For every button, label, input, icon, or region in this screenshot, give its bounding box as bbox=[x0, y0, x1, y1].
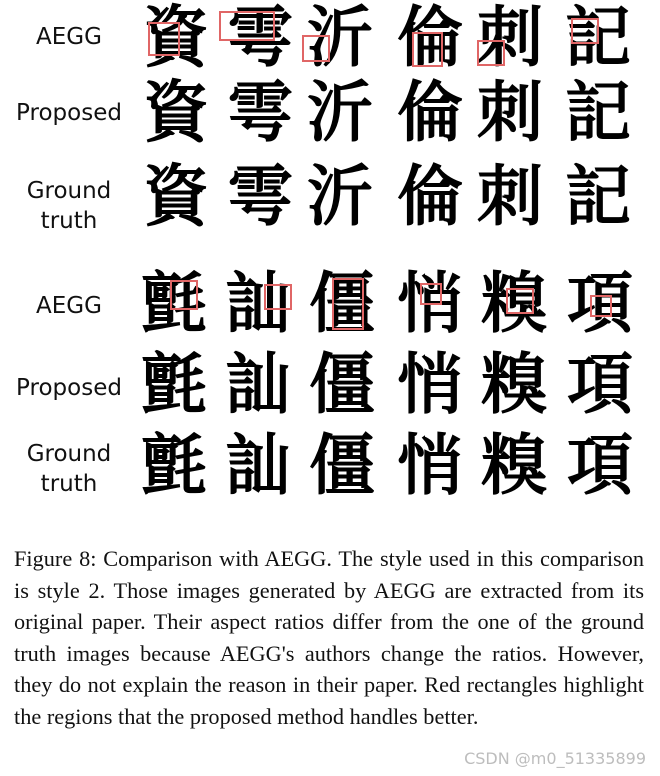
label-line: Proposed bbox=[16, 100, 122, 126]
row-label-aegg-2 bbox=[0, 291, 138, 321]
label-line: Ground bbox=[26, 441, 112, 467]
glyph-ground-truth: 僵 bbox=[309, 426, 375, 504]
label-line: Proposed bbox=[16, 375, 122, 401]
glyph-ground-truth: 氈 bbox=[141, 426, 207, 504]
label-line: truth bbox=[40, 471, 98, 497]
highlight-rect bbox=[477, 40, 505, 66]
glyph-aegg: 氈 bbox=[141, 264, 207, 342]
glyph-aegg: 悄 bbox=[397, 264, 463, 342]
row-label-aegg-1 bbox=[0, 22, 138, 52]
highlight-rect bbox=[590, 295, 612, 317]
highlight-rect bbox=[506, 288, 534, 314]
row-label-ground-truth-2 bbox=[0, 439, 138, 499]
glyph-proposed: 訕 bbox=[225, 345, 291, 423]
highlight-rect bbox=[148, 22, 180, 56]
glyph-proposed: 倫 bbox=[397, 73, 463, 151]
figure-caption: Figure 8: Comparison with AEGG. The style used in this comparison is style 2. Those images generated by AEGG are extracted from its original paper. Their aspect ratios differ from the one of the ground truth images because AEGG's authors change the ratios. However, they do not explain the reason in their paper. Red rectangles highlight the regions that the proposed method handles better. bbox=[14, 546, 644, 729]
glyph-ground-truth: 悄 bbox=[397, 426, 463, 504]
highlight-rect bbox=[302, 35, 330, 62]
glyph-ground-truth: 項 bbox=[567, 426, 633, 504]
highlight-rect bbox=[420, 283, 442, 305]
glyph-ground-truth: 刺 bbox=[477, 157, 543, 235]
glyph-proposed: 記 bbox=[565, 73, 631, 151]
highlight-rect bbox=[219, 11, 275, 41]
glyph-proposed: 資 bbox=[143, 73, 209, 151]
glyph-ground-truth: 資 bbox=[143, 157, 209, 235]
highlight-rect bbox=[170, 280, 198, 310]
row-label-proposed-1 bbox=[0, 98, 138, 128]
row-label-ground-truth-1 bbox=[0, 176, 138, 236]
glyph-aegg: 倫 bbox=[397, 0, 463, 76]
highlight-rect bbox=[571, 18, 599, 44]
glyph-proposed: 刺 bbox=[477, 73, 543, 151]
glyph-aegg: 糗 bbox=[481, 264, 547, 342]
glyph-aegg: 記 bbox=[565, 0, 631, 76]
glyph-proposed: 雩 bbox=[227, 73, 293, 151]
glyph-proposed: 僵 bbox=[309, 345, 375, 423]
glyph-aegg: 雩 bbox=[227, 0, 293, 76]
label-line: truth bbox=[40, 208, 98, 234]
glyph-proposed: 悄 bbox=[397, 345, 463, 423]
glyph-aegg: 資 bbox=[143, 0, 209, 76]
glyph-aegg: 訕 bbox=[225, 264, 291, 342]
glyph-aegg: 僵 bbox=[309, 264, 375, 342]
label-line: AEGG bbox=[36, 24, 102, 50]
glyph-aegg: 項 bbox=[567, 264, 633, 342]
glyph-aegg: 刺 bbox=[477, 0, 543, 76]
highlight-rect bbox=[264, 284, 292, 310]
glyph-ground-truth: 記 bbox=[565, 157, 631, 235]
glyph-proposed: 沂 bbox=[307, 73, 373, 151]
row-label-proposed-2 bbox=[0, 373, 138, 403]
glyph-ground-truth: 雩 bbox=[227, 157, 293, 235]
glyph-proposed: 項 bbox=[567, 345, 633, 423]
watermark: CSDN @m0_51335899 bbox=[464, 749, 646, 768]
label-line: AEGG bbox=[36, 293, 102, 319]
highlight-rect bbox=[412, 32, 443, 67]
highlight-rect bbox=[332, 278, 364, 330]
glyph-proposed: 糗 bbox=[481, 345, 547, 423]
glyph-ground-truth: 訕 bbox=[225, 426, 291, 504]
label-line: Ground bbox=[26, 178, 112, 204]
glyph-proposed: 氈 bbox=[141, 345, 207, 423]
glyph-ground-truth: 沂 bbox=[307, 157, 373, 235]
glyph-ground-truth: 倫 bbox=[397, 157, 463, 235]
glyph-aegg: 沂 bbox=[307, 0, 373, 76]
glyph-ground-truth: 糗 bbox=[481, 426, 547, 504]
